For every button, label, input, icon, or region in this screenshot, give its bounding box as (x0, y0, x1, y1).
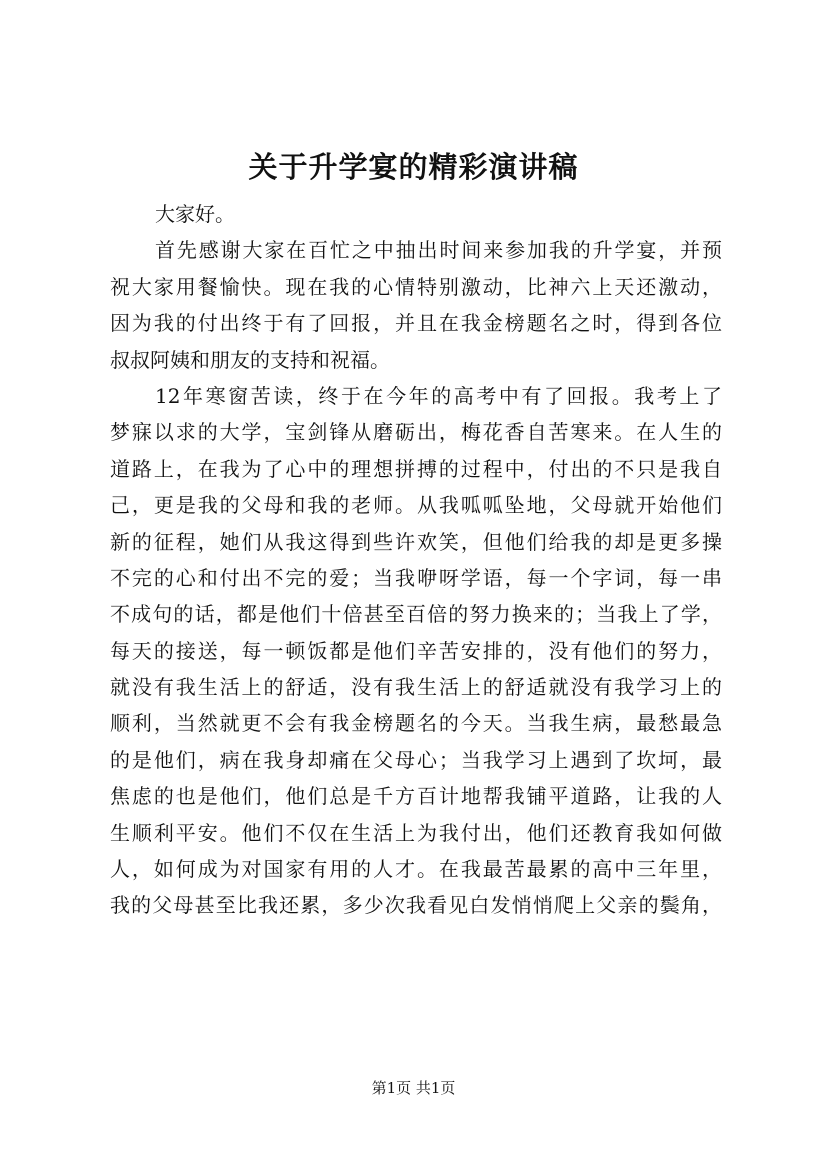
page-number-footer: 第1页 共1页 (371, 1079, 456, 1097)
body-line: 的是他们，病在我身却痛在父母心；当我学习上遇到了坎坷，最 (110, 747, 722, 772)
document-title: 关于升学宴的精彩演讲稿 (248, 150, 579, 184)
body-line: 12年寒窗苦读，终于在今年的高考中有了回报。我考上了 (155, 383, 722, 408)
body-line: 生顺利平安。他们不仅在生活上为我付出，他们还教育我如何做 (110, 820, 722, 845)
body-line: 道路上，在我为了心中的理想拼搏的过程中，付出的不只是我自 (110, 456, 722, 481)
body-line: 不完的心和付出不完的爱；当我咿呀学语，每一个字词，每一串 (110, 565, 722, 590)
body-line: 我的父母甚至比我还累，多少次我看见白发悄悄爬上父亲的鬓角， (110, 893, 722, 918)
body-line: 顺利，当然就更不会有我金榜题名的今天。当我生病，最愁最急 (110, 711, 722, 736)
body-line-greeting: 大家好。 (155, 202, 235, 226)
body-line: 梦寐以求的大学，宝剑锋从磨砺出，梅花香自苦寒来。在人生的 (110, 420, 722, 445)
body-line: 每天的接送，每一顿饭都是他们辛苦安排的，没有他们的努力， (110, 638, 722, 663)
body-line: 新的征程，她们从我这得到些许欢笑，但他们给我的却是更多操 (110, 529, 722, 554)
body-line: 首先感谢大家在百忙之中抽出时间来参加我的升学宴，并预 (155, 238, 722, 263)
body-line: 祝大家用餐愉快。现在我的心情特别激动，比神六上天还激动， (110, 274, 722, 299)
document-body (110, 196, 722, 924)
body-line: 焦虑的也是他们，他们总是千方百计地帮我铺平道路，让我的人 (110, 784, 722, 809)
body-line: 就没有我生活上的舒适，没有我生活上的舒适就没有我学习上的 (110, 675, 722, 700)
body-line: 人，如何成为对国家有用的人才。在我最苦最累的高中三年里， (110, 857, 722, 882)
body-line: 叔叔阿姨和朋友的支持和祝福。 (110, 347, 390, 372)
body-line: 己，更是我的父母和我的老师。从我呱呱坠地，父母就开始他们 (110, 493, 722, 518)
body-line: 因为我的付出终于有了回报，并且在我金榜题名之时，得到各位 (110, 311, 722, 336)
body-line: 不成句的话，都是他们十倍甚至百倍的努力换来的；当我上了学， (110, 602, 722, 627)
